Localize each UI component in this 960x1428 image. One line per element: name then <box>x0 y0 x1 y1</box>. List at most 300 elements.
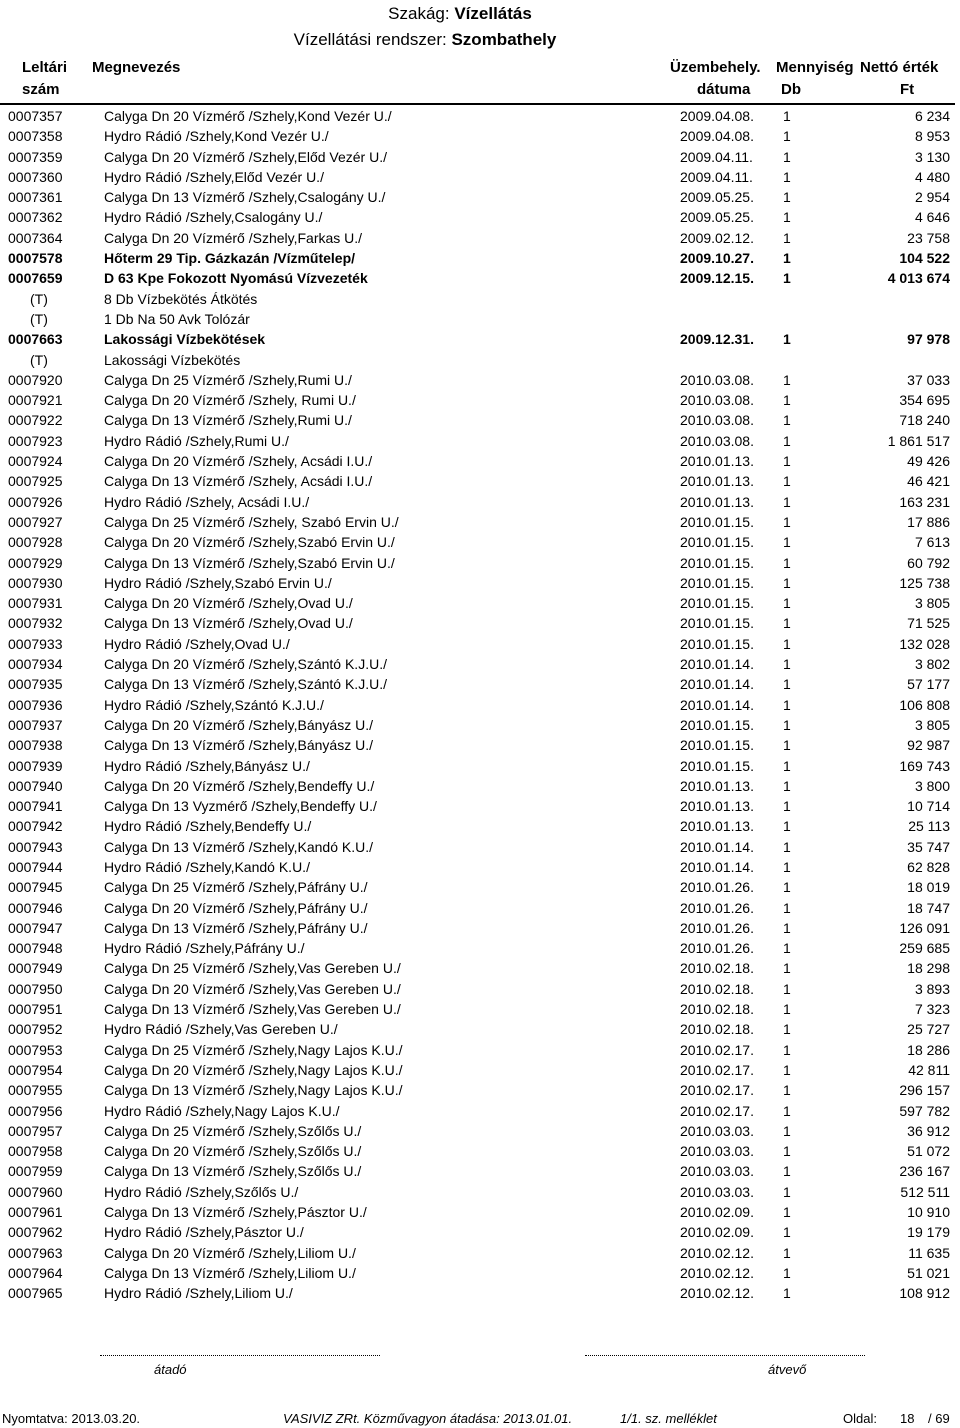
table-row <box>0 370 960 390</box>
asset-id: 0007361 <box>8 189 63 206</box>
table-row <box>0 147 960 167</box>
asset-id: 0007956 <box>8 1102 63 1119</box>
commission-date: 2010.01.15. <box>680 595 754 612</box>
page-total: / 69 <box>928 1411 950 1426</box>
table-row <box>0 1222 960 1242</box>
quantity: 1 <box>783 960 791 977</box>
commission-date: 2010.02.18. <box>680 1021 754 1038</box>
quantity: 1 <box>783 1082 791 1099</box>
asset-name: Calyga Dn 13 Vízmérő /Szhely,Páfrány U./ <box>104 919 368 936</box>
asset-name: Calyga Dn 13 Vízmérő /Szhely,Szabó Ervin U./ <box>104 554 395 571</box>
asset-id: 0007930 <box>8 574 63 591</box>
asset-name: Calyga Dn 20 Vízmérő /Szhely,Szőlős U./ <box>104 1143 362 1160</box>
commission-date: 2010.02.18. <box>680 980 754 997</box>
net-value: 71 525 <box>907 615 950 632</box>
quantity: 1 <box>783 595 791 612</box>
asset-id: 0007926 <box>8 493 63 510</box>
commission-date: 2010.01.26. <box>680 940 754 957</box>
system-title <box>0 30 850 50</box>
asset-name: Calyga Dn 13 Vízmérő /Szhely,Bányász U./ <box>104 737 373 754</box>
quantity: 1 <box>783 534 791 551</box>
asset-id: 0007940 <box>8 777 63 794</box>
commission-date: 2009.05.25. <box>680 189 754 206</box>
commission-date: 2010.02.17. <box>680 1061 754 1078</box>
table-row <box>0 593 960 613</box>
quantity: 1 <box>783 1143 791 1160</box>
commission-date: 2010.03.03. <box>680 1183 754 1200</box>
commission-date: 2010.01.15. <box>680 554 754 571</box>
net-value: 10 714 <box>907 798 950 815</box>
quantity: 1 <box>783 453 791 470</box>
asset-name: Lakossági Vízbekötés <box>104 351 241 368</box>
table-row <box>0 451 960 471</box>
asset-id: 0007934 <box>8 656 63 673</box>
net-value: 296 157 <box>899 1082 950 1099</box>
net-value: 126 091 <box>899 919 950 936</box>
commission-date: 2010.01.14. <box>680 676 754 693</box>
commission-date: 2009.12.31. <box>680 331 754 348</box>
commission-date: 2010.02.17. <box>680 1041 754 1058</box>
net-value: 25 727 <box>907 1021 950 1038</box>
table-row <box>0 410 960 430</box>
net-value: 23 758 <box>907 229 950 246</box>
asset-name: Hydro Rádió /Szhely,Páfrány U./ <box>104 940 305 957</box>
quantity: 1 <box>783 899 791 916</box>
asset-id: 0007961 <box>8 1204 63 1221</box>
commission-date: 2009.04.08. <box>680 128 754 145</box>
commission-date: 2009.04.08. <box>680 108 754 124</box>
quantity: 1 <box>783 635 791 652</box>
asset-name: Calyga Dn 20 Vízmérő /Szhely,Páfrány U./ <box>104 899 368 916</box>
asset-name: Hydro Rádió /Szhely, Acsádi I.U./ <box>104 493 310 510</box>
asset-id: 0007360 <box>8 168 63 185</box>
header-divider <box>0 103 955 105</box>
quantity: 1 <box>783 432 791 449</box>
commission-date: 2010.01.15. <box>680 534 754 551</box>
asset-id: 0007663 <box>8 331 63 348</box>
asset-id: 0007925 <box>8 473 63 490</box>
commission-date: 2010.01.14. <box>680 838 754 855</box>
asset-id: 0007659 <box>8 270 63 287</box>
net-value: 169 743 <box>899 757 950 774</box>
quantity: 1 <box>783 229 791 246</box>
annex-label: 1/1. sz. melléklet <box>620 1411 717 1426</box>
asset-name: Calyga Dn 20 Vízmérő /Szhely,Vas Gereben U./ <box>104 980 401 997</box>
quantity: 1 <box>783 574 791 591</box>
table-row <box>0 1101 960 1121</box>
asset-name: D 63 Kpe Fokozott Nyomású Vízvezeték <box>104 270 368 287</box>
asset-id: 0007958 <box>8 1143 63 1160</box>
asset-name: Hőterm 29 Tip. Gázkazán /Vízműtelep/ <box>104 250 356 267</box>
quantity: 1 <box>783 940 791 957</box>
page-footer <box>0 1408 960 1428</box>
net-value: 35 747 <box>907 838 950 855</box>
asset-id: 0007941 <box>8 798 63 815</box>
table-row <box>0 1141 960 1161</box>
quantity: 1 <box>783 615 791 632</box>
commission-date: 2010.03.08. <box>680 432 754 449</box>
commission-date: 2009.10.27. <box>680 250 754 267</box>
commission-date: 2009.05.25. <box>680 209 754 226</box>
commission-date: 2010.01.15. <box>680 737 754 754</box>
quantity: 1 <box>783 148 791 165</box>
quantity: 1 <box>783 554 791 571</box>
net-value: 354 695 <box>899 392 950 409</box>
quantity: 1 <box>783 513 791 530</box>
commission-date: 2010.01.13. <box>680 818 754 835</box>
asset-name: Calyga Dn 20 Vízmérő /Szhely, Acsádi I.U./ <box>104 453 373 470</box>
net-value: 4 013 674 <box>887 270 950 287</box>
col-header-id-bottom: szám <box>22 81 60 98</box>
table-row <box>0 248 960 268</box>
commission-date: 2010.01.15. <box>680 757 754 774</box>
col-header-name: Megnevezés <box>92 59 181 76</box>
receiver-label: átvevő <box>768 1362 807 1377</box>
asset-name: Calyga Dn 13 Vízmérő /Szhely,Csalogány U./ <box>104 189 386 206</box>
table-row <box>0 1121 960 1141</box>
table-row <box>0 329 960 349</box>
asset-id: 0007937 <box>8 716 63 733</box>
col-header-id-top: Leltári <box>22 59 68 76</box>
giver-label: átadó <box>154 1362 187 1377</box>
quantity: 1 <box>783 656 791 673</box>
net-value: 512 511 <box>900 1183 950 1200</box>
table-row <box>0 1243 960 1263</box>
asset-name: Hydro Rádió /Szhely,Bányász U./ <box>104 757 310 774</box>
table-row <box>0 613 960 633</box>
net-value: 259 685 <box>899 940 950 957</box>
quantity: 1 <box>783 879 791 896</box>
commission-date: 2010.03.08. <box>680 392 754 409</box>
asset-name: Calyga Dn 20 Vízmérő /Szhely,Nagy Lajos K.U./ <box>104 1061 403 1078</box>
quantity: 1 <box>783 716 791 733</box>
quantity: 1 <box>783 1285 791 1302</box>
table-row <box>0 756 960 776</box>
commission-date: 2009.04.11. <box>680 148 753 165</box>
asset-name: Calyga Dn 13 Vízmérő /Szhely,Pásztor U./ <box>104 1204 367 1221</box>
receiver-signature-line <box>585 1355 865 1356</box>
table-row <box>0 816 960 836</box>
asset-name: Hydro Rádió /Szhely,Nagy Lajos K.U./ <box>104 1102 340 1119</box>
asset-name: Hydro Rádió /Szhely,Ovad U./ <box>104 635 290 652</box>
commission-date: 2010.01.14. <box>680 656 754 673</box>
col-header-value-top: Nettó érték <box>860 59 939 76</box>
commission-date: 2010.01.26. <box>680 919 754 936</box>
table-row <box>0 187 960 207</box>
commission-date: 2010.01.26. <box>680 879 754 896</box>
quantity: 1 <box>783 250 791 267</box>
asset-name: Calyga Dn 25 Vízmérő /Szhely,Vas Gereben U./ <box>104 960 401 977</box>
quantity: 1 <box>783 331 791 348</box>
commission-date: 2010.01.15. <box>680 574 754 591</box>
system-value: Szombathely <box>451 30 557 49</box>
table-row <box>0 918 960 938</box>
quantity: 1 <box>783 1183 791 1200</box>
table-row <box>0 898 960 918</box>
net-value: 6 234 <box>914 108 950 124</box>
table-row <box>0 715 960 735</box>
net-value: 718 240 <box>899 412 950 429</box>
commission-date: 2010.01.15. <box>680 513 754 530</box>
commission-date: 2010.03.03. <box>680 1122 754 1139</box>
net-value: 3 805 <box>914 716 950 733</box>
net-value: 3 800 <box>914 777 950 794</box>
quantity: 1 <box>783 1204 791 1221</box>
asset-table <box>0 106 960 1304</box>
sector-value: Vízellátás <box>454 4 532 23</box>
commission-date: 2010.01.26. <box>680 899 754 916</box>
asset-name: Calyga Dn 20 Vízmérő /Szhely,Liliom U./ <box>104 1244 356 1261</box>
asset-id: 0007920 <box>8 371 63 388</box>
quantity: 1 <box>783 128 791 145</box>
asset-name: Lakossági Vízbekötések <box>104 331 266 348</box>
commission-date: 2010.03.08. <box>680 412 754 429</box>
quantity: 1 <box>783 818 791 835</box>
table-row <box>0 1019 960 1039</box>
asset-name: Hydro Rádió /Szhely,Csalogány U./ <box>104 209 323 226</box>
net-value: 236 167 <box>899 1163 950 1180</box>
quantity: 1 <box>783 1163 791 1180</box>
table-row <box>0 695 960 715</box>
table-row <box>0 634 960 654</box>
quantity: 1 <box>783 209 791 226</box>
table-row <box>0 735 960 755</box>
table-row <box>0 837 960 857</box>
table-row <box>0 512 960 532</box>
net-value: 57 177 <box>907 676 950 693</box>
commission-date: 2010.02.12. <box>680 1244 754 1261</box>
quantity: 1 <box>783 798 791 815</box>
asset-name: Calyga Dn 20 Vízmérő /Szhely,Farkas U./ <box>104 229 363 246</box>
asset-id: 0007931 <box>8 595 63 612</box>
net-value: 106 808 <box>899 696 950 713</box>
net-value: 18 747 <box>907 899 950 916</box>
asset-id: 0007358 <box>8 128 63 145</box>
table-row <box>0 268 960 288</box>
quantity: 1 <box>783 189 791 206</box>
page-label: Oldal: <box>843 1411 877 1426</box>
commission-date: 2010.01.15. <box>680 635 754 652</box>
asset-name: Calyga Dn 20 Vízmérő /Szhely,Szabó Ervin U./ <box>104 534 395 551</box>
asset-name: Calyga Dn 13 Vízmérő /Szhely,Kandó K.U./ <box>104 838 373 855</box>
asset-name: Calyga Dn 25 Vízmérő /Szhely,Szőlős U./ <box>104 1122 362 1139</box>
asset-id: 0007364 <box>8 229 63 246</box>
table-row <box>0 228 960 248</box>
asset-id: 0007948 <box>8 940 63 957</box>
commission-date: 2010.01.13. <box>680 777 754 794</box>
commission-date: 2010.01.13. <box>680 473 754 490</box>
table-row <box>0 573 960 593</box>
asset-id: 0007945 <box>8 879 63 896</box>
net-value: 3 893 <box>914 980 950 997</box>
net-value: 7 613 <box>914 534 950 551</box>
commission-date: 2010.02.17. <box>680 1082 754 1099</box>
net-value: 11 635 <box>908 1244 950 1261</box>
system-label: Vízellátási rendszer: <box>293 30 447 49</box>
net-value: 18 298 <box>907 960 950 977</box>
quantity: 1 <box>783 696 791 713</box>
net-value: 4 480 <box>914 168 950 185</box>
asset-name: Calyga Dn 25 Vízmérő /Szhely, Szabó Ervin U./ <box>104 513 399 530</box>
asset-name: Calyga Dn 13 Vízmérő /Szhely,Szántó K.J.U./ <box>104 676 387 693</box>
net-value: 51 021 <box>907 1264 950 1281</box>
asset-id: 0007923 <box>8 432 63 449</box>
commission-date: 2010.01.13. <box>680 798 754 815</box>
asset-name: Hydro Rádió /Szhely,Liliom U./ <box>104 1285 293 1302</box>
commission-date: 2010.02.18. <box>680 960 754 977</box>
asset-id: 0007935 <box>8 676 63 693</box>
quantity: 1 <box>783 757 791 774</box>
table-row <box>0 492 960 512</box>
asset-id: 0007955 <box>8 1082 63 1099</box>
table-row <box>0 796 960 816</box>
asset-id: 0007362 <box>8 209 63 226</box>
net-value: 18 286 <box>907 1041 950 1058</box>
net-value: 4 646 <box>914 209 950 226</box>
asset-id: 0007932 <box>8 615 63 632</box>
quantity: 1 <box>783 1001 791 1018</box>
asset-id: 0007944 <box>8 858 63 875</box>
asset-id: 0007929 <box>8 554 63 571</box>
table-row <box>0 1182 960 1202</box>
quantity: 1 <box>783 777 791 794</box>
asset-id: 0007922 <box>8 412 63 429</box>
asset-name: Calyga Dn 13 Vyzmérő /Szhely,Bendeffy U./ <box>104 798 377 815</box>
table-row <box>0 654 960 674</box>
asset-id: (T) <box>30 290 48 307</box>
quantity: 1 <box>783 371 791 388</box>
col-header-date-top: Üzembehely. <box>670 59 761 76</box>
asset-id: 0007936 <box>8 696 63 713</box>
quantity: 1 <box>783 493 791 510</box>
net-value: 3 130 <box>914 148 950 165</box>
asset-name: Calyga Dn 25 Vízmérő /Szhely,Páfrány U./ <box>104 879 368 896</box>
table-row <box>0 958 960 978</box>
asset-name: Calyga Dn 13 Vízmérő /Szhely,Ovad U./ <box>104 615 353 632</box>
asset-id: 0007965 <box>8 1285 63 1302</box>
commission-date: 2010.01.14. <box>680 858 754 875</box>
asset-id: 0007962 <box>8 1224 63 1241</box>
net-value: 42 811 <box>908 1061 950 1078</box>
asset-id: 0007959 <box>8 1163 63 1180</box>
asset-name: Hydro Rádió /Szhely,Pásztor U./ <box>104 1224 304 1241</box>
commission-date: 2010.01.15. <box>680 716 754 733</box>
commission-date: 2010.02.17. <box>680 1102 754 1119</box>
giver-signature-line <box>100 1355 380 1356</box>
page-number: 18 <box>900 1411 915 1426</box>
net-value: 97 978 <box>907 331 950 348</box>
net-value: 104 522 <box>899 250 950 267</box>
asset-id: 0007938 <box>8 737 63 754</box>
table-row <box>0 431 960 451</box>
asset-name: Calyga Dn 13 Vízmérő /Szhely,Liliom U./ <box>104 1264 356 1281</box>
commission-date: 2010.02.09. <box>680 1224 754 1241</box>
asset-name: Hydro Rádió /Szhely,Szabó Ervin U./ <box>104 574 332 591</box>
net-value: 7 323 <box>914 1001 950 1018</box>
asset-name: Calyga Dn 25 Vízmérő /Szhely,Rumi U./ <box>104 371 352 388</box>
col-header-value-bottom: Ft <box>900 81 915 98</box>
quantity: 1 <box>783 1264 791 1281</box>
asset-name: Hydro Rádió /Szhely,Rumi U./ <box>104 432 289 449</box>
asset-id: 0007933 <box>8 635 63 652</box>
asset-id: 0007927 <box>8 513 63 530</box>
table-row <box>0 1080 960 1100</box>
col-header-qty-top: Mennyiség <box>776 59 854 76</box>
table-row <box>0 167 960 187</box>
quantity: 1 <box>783 473 791 490</box>
commission-date: 2010.01.14. <box>680 696 754 713</box>
col-header-date-bottom: dátuma <box>697 81 751 98</box>
net-value: 3 805 <box>914 595 950 612</box>
asset-id: 0007947 <box>8 919 63 936</box>
table-row <box>0 532 960 552</box>
table-row <box>0 553 960 573</box>
asset-id: 0007939 <box>8 757 63 774</box>
net-value: 36 912 <box>907 1122 950 1139</box>
commission-date: 2010.01.15. <box>680 615 754 632</box>
net-value: 10 910 <box>907 1204 950 1221</box>
table-row <box>0 674 960 694</box>
table-row <box>0 1040 960 1060</box>
asset-name: Calyga Dn 13 Vízmérő /Szhely,Rumi U./ <box>104 412 352 429</box>
asset-name: Calyga Dn 13 Vízmérő /Szhely, Acsádi I.U./ <box>104 473 373 490</box>
asset-name: Calyga Dn 20 Vízmérő /Szhely, Rumi U./ <box>104 392 356 409</box>
commission-date: 2010.02.18. <box>680 1001 754 1018</box>
asset-name: Calyga Dn 13 Vízmérő /Szhely,Vas Gereben U./ <box>104 1001 401 1018</box>
quantity: 1 <box>783 1061 791 1078</box>
asset-name: Calyga Dn 20 Vízmérő /Szhely,Szántó K.J.U./ <box>104 656 387 673</box>
asset-name: Calyga Dn 20 Vízmérő /Szhely,Kond Vezér U./ <box>104 108 392 124</box>
asset-id: 0007578 <box>8 250 63 267</box>
table-row <box>0 938 960 958</box>
asset-id: 0007963 <box>8 1244 63 1261</box>
sector-label: Szakág: <box>388 4 450 23</box>
asset-name: 8 Db Vízbekötés Átkötés <box>104 290 258 307</box>
commission-date: 2009.12.15. <box>680 270 754 287</box>
asset-id: (T) <box>30 351 48 368</box>
quantity: 1 <box>783 1041 791 1058</box>
asset-id: (T) <box>30 310 48 327</box>
asset-id: 0007357 <box>8 108 63 124</box>
asset-name: Calyga Dn 25 Vízmérő /Szhely,Nagy Lajos K.U./ <box>104 1041 403 1058</box>
quantity: 1 <box>783 919 791 936</box>
asset-id: 0007359 <box>8 148 63 165</box>
asset-name: Hydro Rádió /Szhely,Bendeffy U./ <box>104 818 312 835</box>
net-value: 62 828 <box>907 858 950 875</box>
quantity: 1 <box>783 1102 791 1119</box>
commission-date: 2010.01.13. <box>680 453 754 470</box>
net-value: 17 886 <box>907 513 950 530</box>
net-value: 125 738 <box>899 574 950 591</box>
table-row <box>0 776 960 796</box>
asset-name: Hydro Rádió /Szhely,Előd Vezér U./ <box>104 168 324 185</box>
net-value: 108 912 <box>899 1285 950 1302</box>
quantity: 1 <box>783 676 791 693</box>
table-row <box>0 207 960 227</box>
quantity: 1 <box>783 270 791 287</box>
table-row <box>0 999 960 1019</box>
asset-name: Hydro Rádió /Szhely,Szőlős U./ <box>104 1183 299 1200</box>
table-row <box>0 1263 960 1283</box>
table-row <box>0 877 960 897</box>
footer-title: VASIVIZ ZRt. Közművagyon átadása: 2013.01.01. <box>283 1411 573 1426</box>
quantity: 1 <box>783 108 791 124</box>
quantity: 1 <box>783 1122 791 1139</box>
asset-name: Calyga Dn 20 Vízmérő /Szhely,Ovad U./ <box>104 595 353 612</box>
commission-date: 2010.02.12. <box>680 1285 754 1302</box>
asset-id: 0007953 <box>8 1041 63 1058</box>
asset-name: Hydro Rádió /Szhely,Szántó K.J.U./ <box>104 696 324 713</box>
